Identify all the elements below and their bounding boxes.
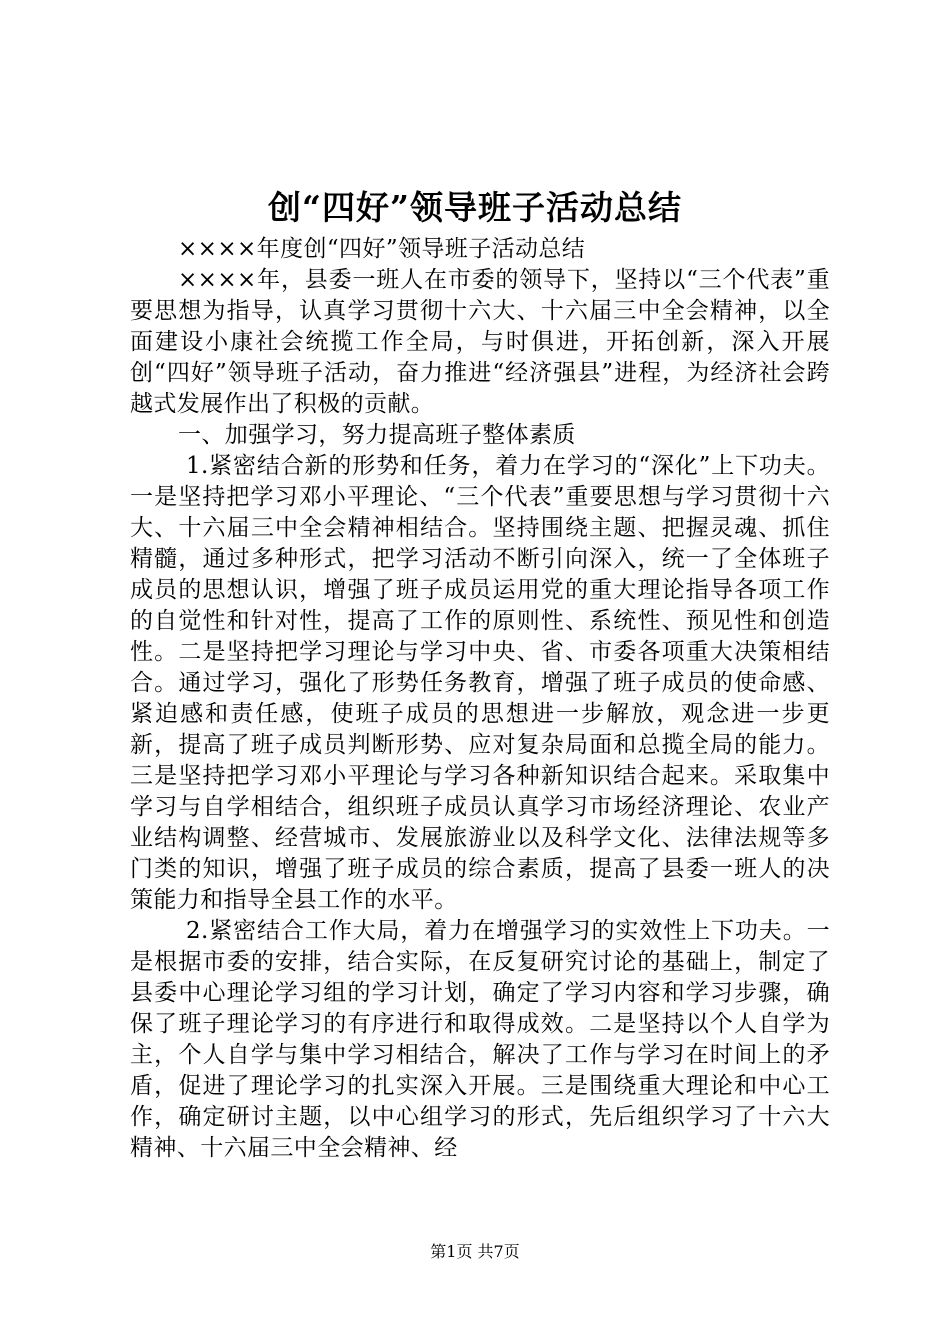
document-title: 创“四好”领导班子活动总结	[268, 188, 682, 227]
intro-paragraph: ××××年，县委一班人在市委的领导下，坚持以“三个代表”重要思想为指导，认真学习贯彻十六大、十六届三中全会精神，以全面建设小康社会统揽工作全局，与时俱进，开拓创新，深入开展创“四好”领导班子活动，奋力推进“经济强县”进程，为经济社会跨越式发展作出了积极的贡献。	[130, 267, 830, 417]
section-heading: 一、加强学习，努力提高班子整体素质	[178, 422, 576, 448]
body-paragraph-2: 2.紧密结合工作大局，着力在增强学习的实效性上下功夫。一是根据市委的安排，结合实际，在反复研究讨论的基础上，制定了县委中心理论学习组的学习计划，确定了学习内容和学习步骤，确保了班子理论学习的有序进行和取得成效。二是坚持以个人自学为主，个人自学与集中学习相结合，解决了工作与学习在时间上的矛盾，促进了理论学习的扎实深入开展。三是围绕重大理论和中心工作，确定研讨主题，以中心组学习的形式，先后组织学习了十六大精神、十六届三中全会精神、经	[130, 918, 830, 1161]
body-paragraph-1: 1.紧密结合新的形势和任务，着力在学习的“深化”上下功夫。一是坚持把学习邓小平理论、“三个代表”重要思想与学习贯彻十六大、十六届三中全会精神相结合。坚持围绕主题、把握灵魂、抓住精髓，通过多种形式，把学习活动不断引向深入，统一了全体班子成员的思想认识，增强了班子成员运用党的重大理论指导各项工作的自觉性和针对性，提高了工作的原则性、系统性、预见性和创造性。二是坚持把学习理论与学习中央、省、市委各项重大决策相结合。通过学习，强化了形势任务教育，增强了班子成员的使命感、紧迫感和责任感，使班子成员的思想进一步解放，观念进一步更新，提高了班子成员判断形势、应对复杂局面和总揽全局的能力。三是坚持把学习邓小平理论与学习各种新知识结合起来。采取集中学习与自学相结合，组织班子成员认真学习市场经济理论、农业产业结构调整、经营城市、发展旅游业以及科学文化、法律法规等多门类的知识，增强了班子成员的综合素质，提高了县委一班人的决策能力和指导全县工作的水平。	[130, 453, 830, 913]
page-number-footer: 第1页 共7页	[430, 1242, 520, 1261]
subtitle-paragraph: ××××年度创“四好”领导班子活动总结	[178, 236, 586, 262]
document-body	[130, 234, 830, 1164]
